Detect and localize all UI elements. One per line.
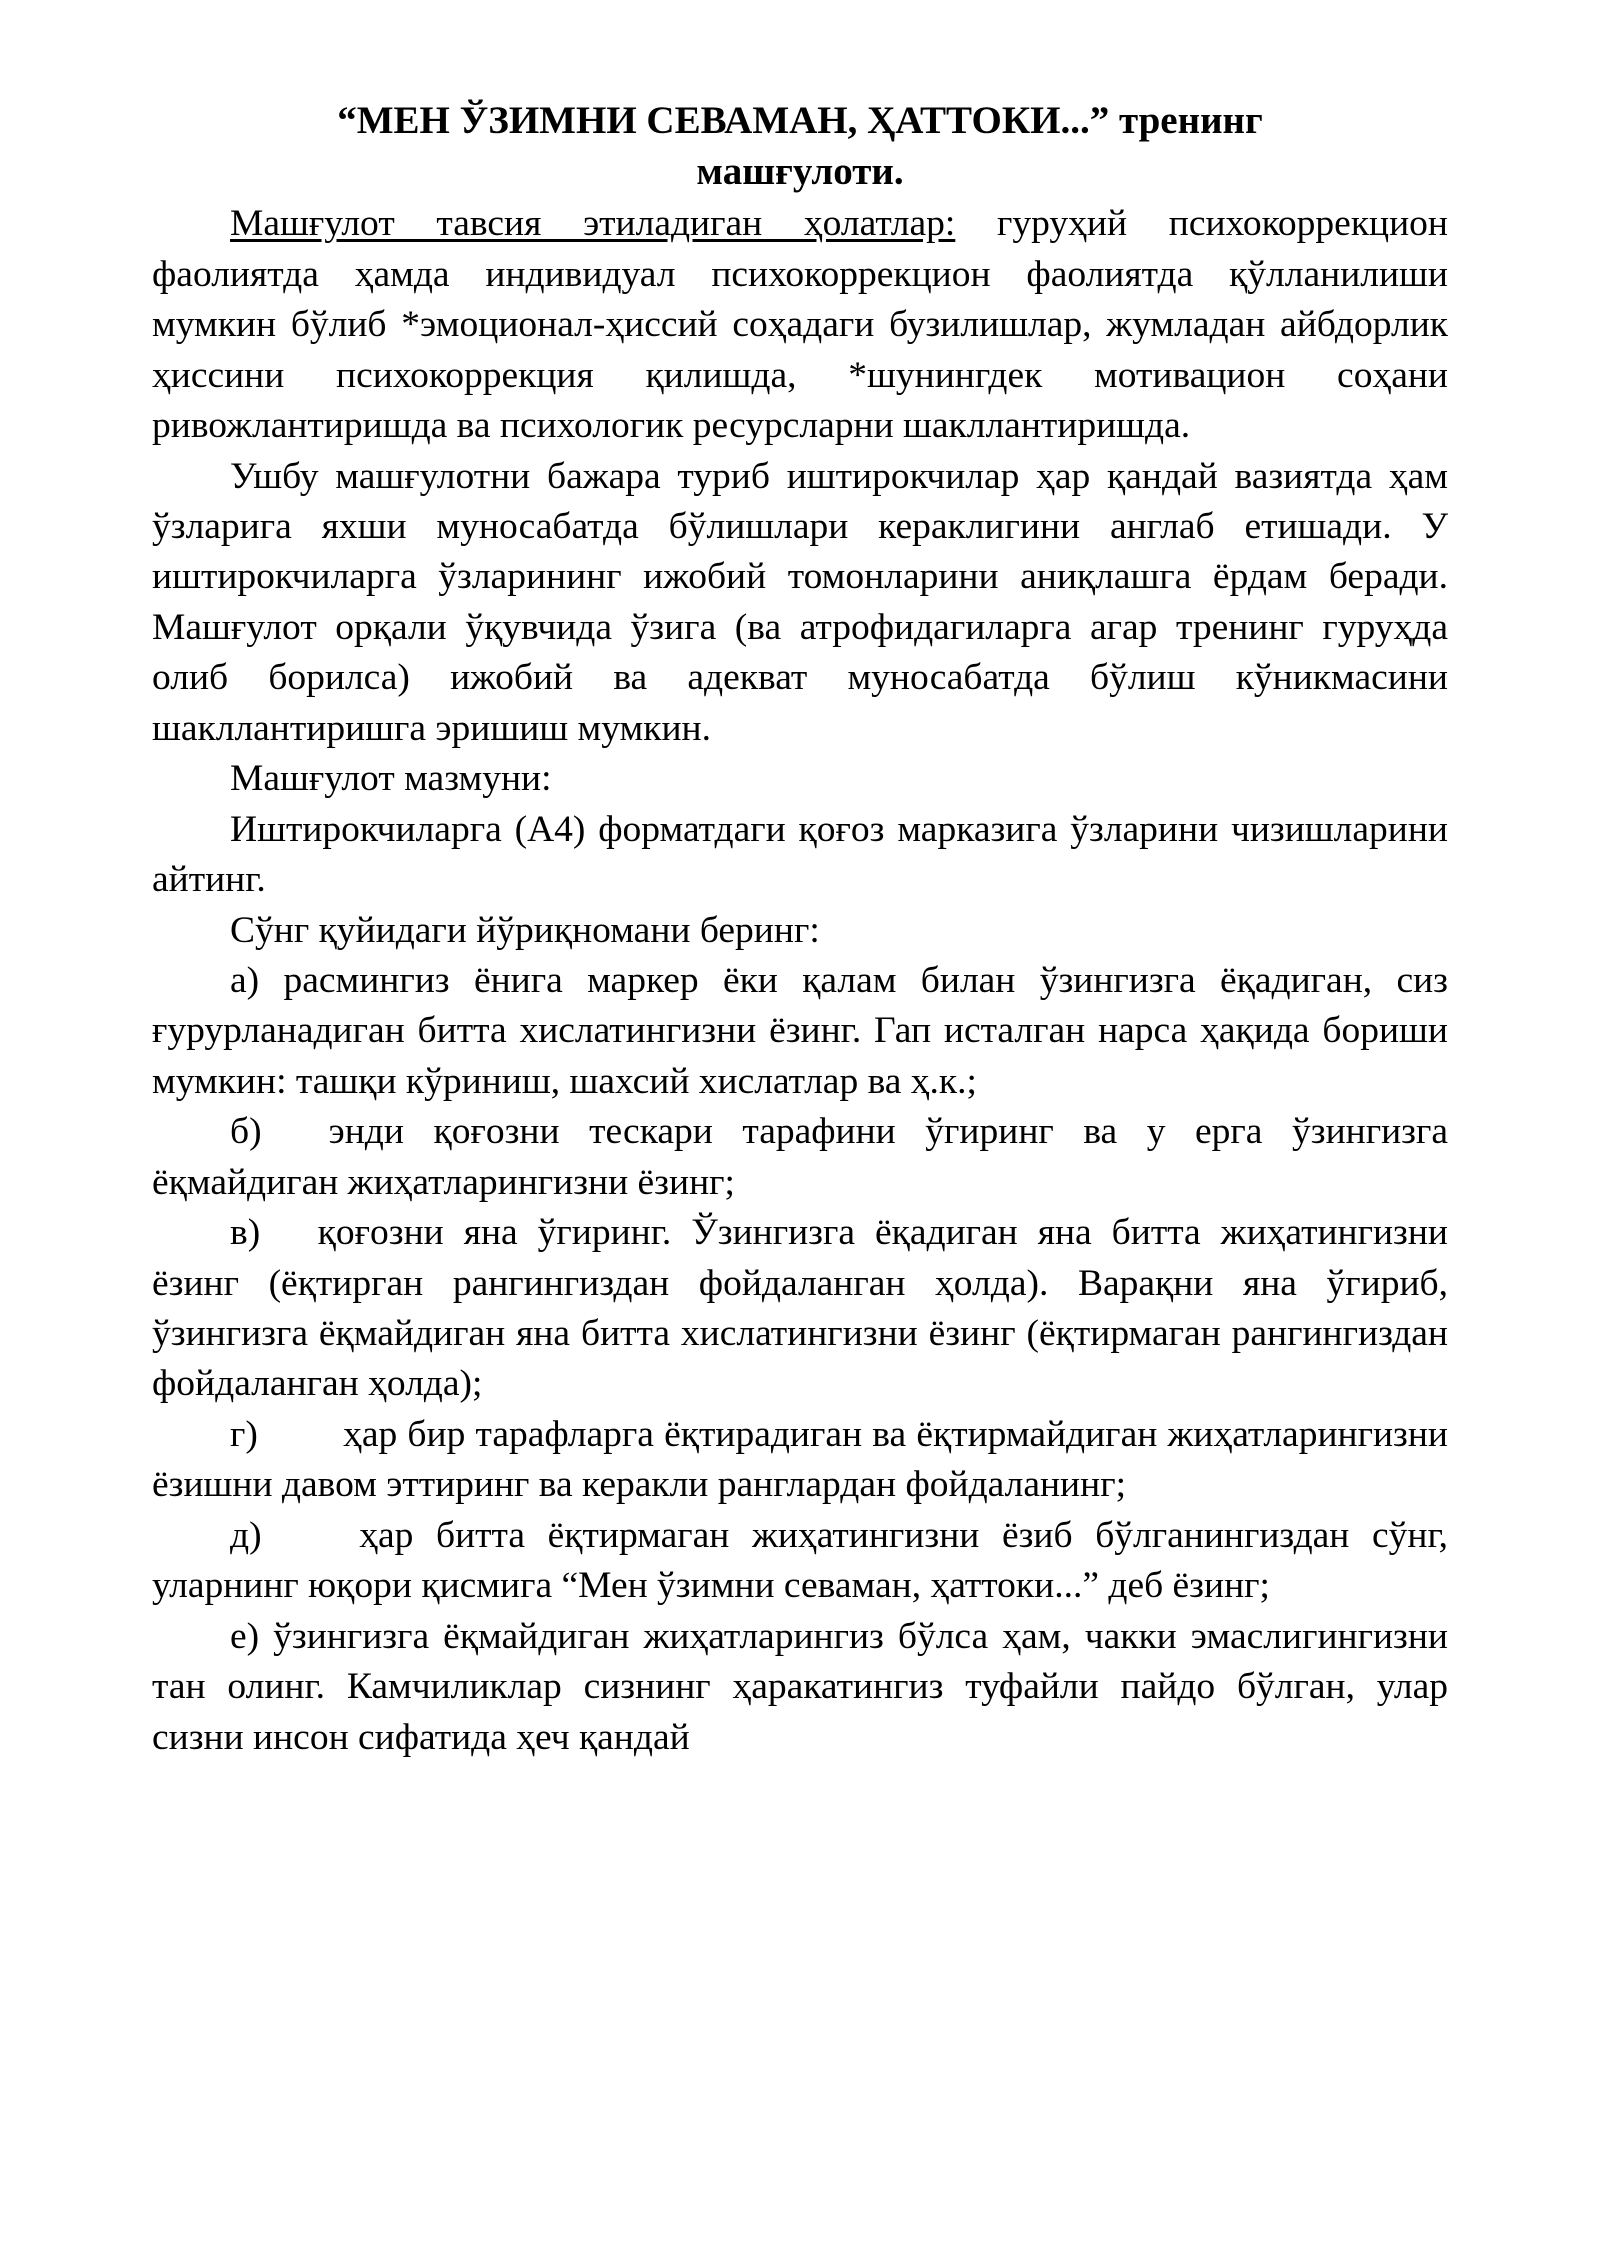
paragraph-instruction-lead: Сўнг қуйидаги йўриқномани беринг: [230,909,820,951]
list-item-e: е) ўзингизга ёқмайдиган жиҳатларингиз бўлса ҳам, чакки эмаслигингизни тан олинг. Камчиликлар сизнинг ҳаракатингиз туфайли пайдо бўлган, улар сизни инсон сифатида ҳеч қандай [152,1615,1448,1758]
paragraph-intro-conditions-text: гуруҳий психокоррекцион фаолиятда ҳамда индивидуал психокоррекцион фаолиятда қўлланилиши мумкин бўлиб *эмоционал-ҳиссий соҳадаги бузилишлар, жумладан айбдорлик ҳиссини психокоррекция қилишда, *шунингдек мотивацион соҳани ривожлантиришда ва психологик ресурсларни шакллантиришда. [152,203,1448,447]
paragraph-content-heading: Машғулот мазмуни: [230,758,552,800]
paragraph-intro-conditions [152,199,1448,451]
list-item-a: а) расмингиз ёнига маркер ёки қалам билан ўзингизга ёқадиган, сиз ғурурланадиган битта хислатингизни ёзинг. Гап исталган нарса ҳақида бориши мумкин: ташқи кўриниш, шахсий хислатлар ва ҳ.к.; [152,959,1448,1102]
document-title [152,96,1448,197]
list-item-b: б) энди қоғозни тескари тарафини ўгиринг ва у ерга ўзингизга ёқмайдиган жиҳатларингизни ёзинг; [152,1111,1448,1203]
list-item-d: д) ҳар битта ёқтирмаган жиҳатингизни ёзиб бўлганингиздан сўнг, уларнинг юқори қисмига “Мен ўзимни севаман, ҳаттоки...” деб ёзинг; [152,1514,1448,1607]
document-title-line-2: машғулоти. [696,149,904,193]
document-title-line-1: “МЕН ЎЗИМНИ СЕВАМАН, ҲАТТОКИ...” тренинг [337,99,1263,142]
underlined-lead-in: Машғулот тавсия этиладиган ҳолатлар: [230,203,956,245]
list-item-g: г) ҳар бир тарафларга ёқтирадиган ва ёқтирмайдиган жиҳатларингизни ёзишни давом эттиринг ва керакли ранглардан фойдаланинг; [152,1413,1448,1506]
paragraph-purpose: Ушбу машғулотни бажара туриб иштирокчилар ҳар қандай вазиятда ҳам ўзларига яхши муносабатда бўлишлари кераклигини англаб етишади. У иштирокчиларга ўзларининг ижобий томонларини аниқлашга ёрдам беради. Машғулот орқали ўқувчида ўзига (ва атрофидагиларга агар тренинг гуруҳда олиб борилса) ижобий ва адекват муносабатда бўлиш кўникмасини шакллантиришга эришиш мумкин. [152,455,1448,749]
paragraph-instruction-draw: Иштирокчиларга (А4) форматдаги қоғоз марказига ўзларини чизишларини айтинг. [152,808,1448,901]
list-item-v: в) қоғозни яна ўгиринг. Ўзингизга ёқадиган яна битта жиҳатингизни ёзинг (ёқтирган рангингиздан фойдаланган ҳолда). Варақни яна ўгириб, ўзингизга ёқмайдиган яна битта хислатингизни ёзинг (ёқтирмаган рангингиздан фойдаланган ҳолда); [152,1212,1448,1405]
document-body [152,96,1448,1763]
